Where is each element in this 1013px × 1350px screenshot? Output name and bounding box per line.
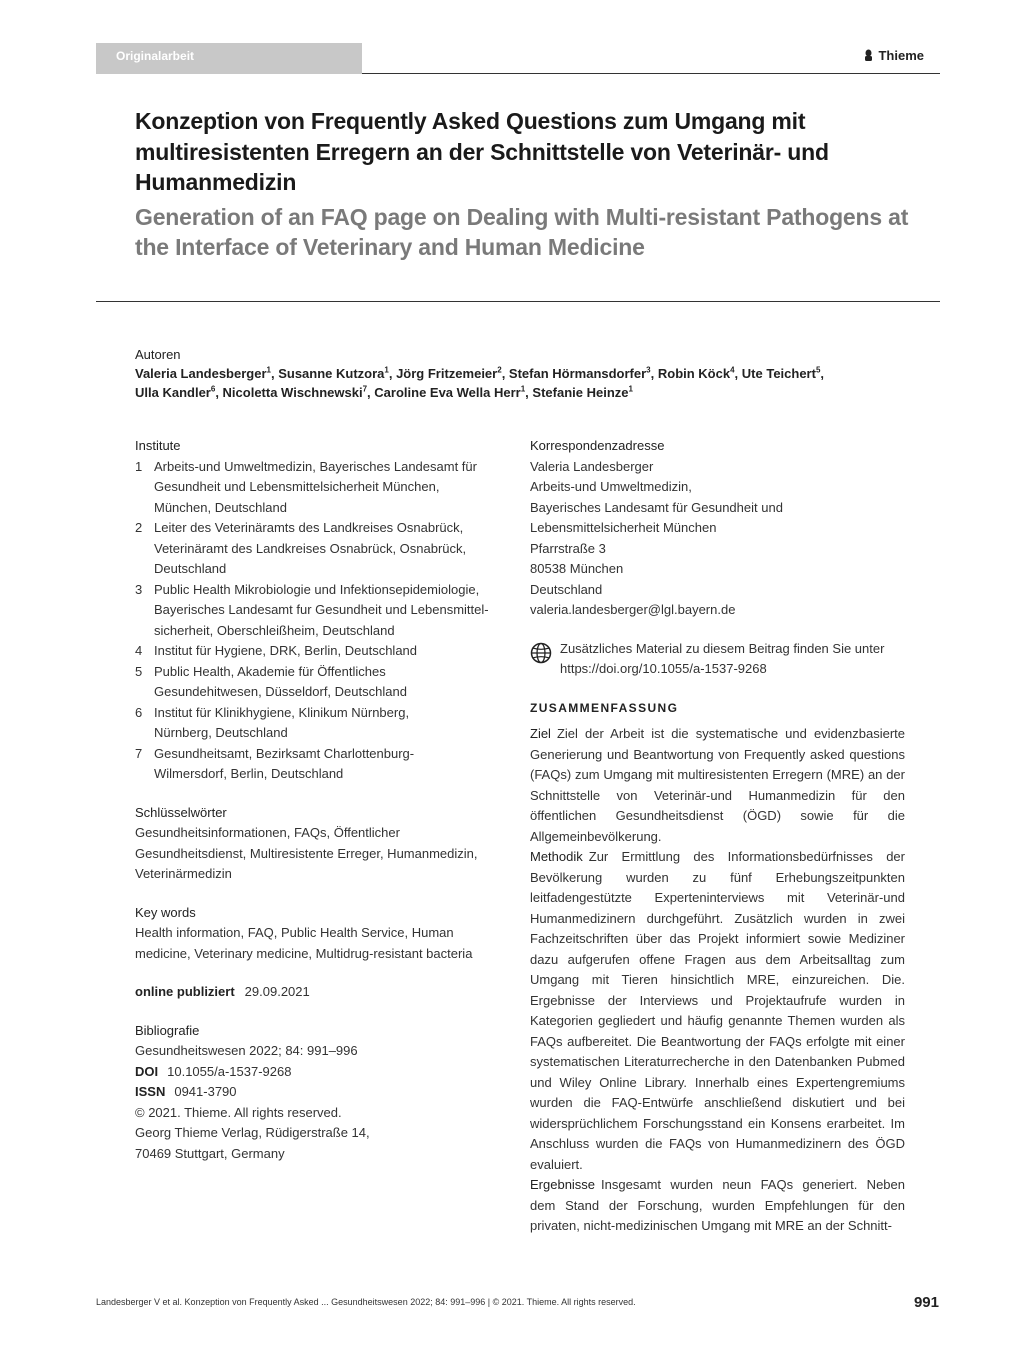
author-name: Nicoletta Wischnewski$^7$ (222, 384, 368, 400)
title-english: Generation of an FAQ page on Dealing with Multi-resistant Pathogens at the Interface of Veterinary and Human Medicine (135, 203, 909, 260)
institute-number: 7 (135, 745, 143, 761)
institute-text: Institut für Hygiene, DRK, Berlin, Deutschland (154, 643, 418, 658)
affiliation-number: 1 (520, 384, 526, 394)
author-name: Ute Teichert$^5$ (741, 365, 821, 381)
summary-paragraph (530, 1175, 905, 1237)
author-name: Stefanie Heinze$^1$ (532, 384, 633, 400)
summary-text: Zur Ermittlung des Informationsbedürfnisses der Bevölkerung wurden zu fünf Erhebungszeitpunkten leitfadengestützte Experteninterviews mit Veterinär-und Humanmedizinern durchgeführt. Zusätzlich wurden in zwei Fachzeitschriften über das Projekt informiert sowie Mediziner dazu aufgerufen offene Fragen aus dem Arbeitsalltag zum Umgang mit Tieren hinsichtlich MRE, einzureichen. Die. Ergebnisse der Interviews und Projektaufrufe wurden in Kategorien gegliedert und häufig genannte Themen wurden als FAQs aufbereitet. Die Beantwortung der FAQs erfolgte mit einer systematischen Literaturrecherche in den Datenbanken Pubmed und Wiley Online Library. Innerhalb eines Expertengremiums wurden die FAQ-Entwürfe anschließend diskutiert und bei widersprüchlichem Forschungsstand ein Konsens erarbeitet. Im Anschluss wurden die FAQs von Humanmedizinern des ÖGD evaluiert. (530, 849, 905, 1172)
author-name: Susanne Kutzora$^1$ (278, 365, 389, 381)
bibliography-journal: Gesundheitswesen 2022; 84: 991–996 (135, 1043, 358, 1058)
summary-body (530, 724, 905, 1237)
publisher-logo (863, 48, 924, 63)
correspondence-line: Bayerisches Landesamt für Gesundheit und (530, 499, 783, 515)
issn-label: ISSN (135, 1084, 166, 1099)
institute-number: 3 (135, 581, 143, 597)
correspondence-email[interactable]: valeria.landesberger@lgl.bayern.de (530, 602, 736, 617)
issn-value: 0941-3790 (174, 1084, 237, 1099)
section-label: Originalarbeit (96, 43, 362, 74)
correspondence-line: 80538 München (530, 561, 624, 576)
author-name: Valeria Landesberger$^1$ (135, 365, 271, 381)
summary-text: Insgesamt wurden neun FAQs generiert. Neben dem Stand der Forschung, wurden Empfehlungen für den privaten, nicht-medizinischen Umgang mit MRE an der Schnitt- (530, 1177, 905, 1233)
thieme-emblem-icon (863, 49, 874, 62)
summary-text: Ziel der Arbeit ist die systematische und evidenzbasierte Generierung und Beantwortung von Frequently asked questions (FAQs) zum Umgang mit multiresistenten Erregern (MRE) an der Schnittstelle von Veterinär-und Humanmedizin für den öffentlichen Gesundheitsdienst (ÖGD) sowie für die Allgemeinbevölkerung. (530, 726, 905, 844)
institute-item (135, 703, 510, 744)
correspondence-label: Korrespondenzadresse (530, 438, 665, 453)
keywords-de-line: Veterinärmedizin (135, 866, 232, 881)
keywords-en-line: medicine, Veterinary medicine, Multidrug-resistant bacteria (135, 945, 473, 961)
affiliation-number: 5 (815, 365, 821, 375)
institute-text: Arbeits-und Umweltmedizin, Bayerisches Landesamt für Gesundheit und Lebensmittelsicherheit München, München, Deutschland (154, 458, 477, 515)
institute-item (135, 641, 510, 662)
institute-text: Leiter des Veterinäramts des Landkreises Osnabrück, Veterinäramt des Landkreises Osnabrück, Osnabrück, Deutschland (154, 520, 467, 576)
institute-number: 5 (135, 663, 143, 679)
summary-paragraph (530, 724, 905, 847)
supplementary-link[interactable]: https://doi.org/10.1055/a-1537-9268 (560, 661, 767, 676)
summary-section-label: Ziel (530, 726, 551, 741)
title-german: Konzeption von Frequently Asked Questions zum Umgang mit multiresistenten Erregern an der Schnittstelle von Veterinär- und Humanmedizin (135, 108, 829, 195)
correspondence-line: Arbeits-und Umweltmedizin, (530, 479, 692, 494)
doi-row (135, 1062, 510, 1083)
bibliography-label: Bibliografie (135, 1022, 200, 1038)
page-number: 991 (913, 1294, 939, 1311)
affiliation-number: 1 (384, 365, 389, 375)
institutes-label: Institute (135, 438, 181, 453)
institute-text: Public Health Mikrobiologie und Infektionsepidemiologie, Bayerisches Landesamt fur Gesundheit und Lebensmittel- sicherheit, Oberschleißheim, Deutschland (154, 581, 489, 638)
keywords-en-label: Key words (135, 904, 196, 920)
header-bar (96, 43, 940, 74)
institute-item (135, 580, 510, 642)
institute-item (135, 744, 510, 785)
keywords-en-line: Health information, FAQ, Public Health Service, Human (135, 925, 454, 940)
supplementary-text: Zusätzliches Material zu diesem Beitrag finden Sie unter (560, 640, 885, 656)
supplementary-note (530, 639, 905, 680)
publisher-name: Thieme (878, 48, 924, 63)
affiliation-number: 1 (628, 384, 633, 394)
institute-list (135, 457, 510, 785)
author-name: Caroline Eva Wella Herr$^1$ (374, 384, 526, 400)
doi-value[interactable]: 10.1055/a-1537-9268 (167, 1063, 292, 1079)
globe-icon (530, 642, 552, 664)
institute-item (135, 457, 510, 519)
correspondence-address (530, 457, 905, 621)
institute-number: 4 (135, 643, 143, 658)
keywords-en (135, 923, 510, 964)
affiliation-number: 6 (210, 384, 216, 394)
keywords-de (135, 823, 510, 885)
author-name: Jörg Fritzemeier$^2$ (396, 365, 502, 381)
keywords-de-label: Schlüsselwörter (135, 804, 227, 820)
correspondence-line: Lebensmittelsicherheit München (530, 520, 717, 535)
institute-number: 2 (135, 520, 143, 535)
affiliation-number: 7 (362, 384, 368, 394)
author-name: Stefan Hörmansdorfer$^3$ (508, 365, 651, 381)
authors-label: Autoren (135, 347, 181, 362)
publisher-address-line: 70469 Stuttgart, Germany (135, 1145, 285, 1161)
institute-text: Institut für Klinikhygiene, Klinikum Nürnberg, Nürnberg, Deutschland (154, 704, 410, 740)
issn-row (135, 1082, 510, 1103)
right-column (530, 436, 905, 1237)
institute-text: Public Health, Akademie für Öffentliches Gesundehitwesen, Düsseldorf, Deutschland (154, 663, 407, 699)
affiliation-number: 4 (730, 365, 735, 375)
institute-number: 1 (135, 458, 143, 474)
correspondence-line: Pfarrstraße 3 (530, 540, 606, 556)
title-block (135, 106, 925, 263)
correspondence-line: Valeria Landesberger (530, 458, 654, 474)
institute-number: 6 (135, 704, 143, 720)
author-name: Ulla Kandler$^6$ (135, 384, 216, 400)
summary-section-label: Ergebnisse (530, 1177, 596, 1192)
institute-item (135, 662, 510, 703)
affiliation-number: 2 (497, 365, 502, 375)
keywords-de-line: Gesundheitsinformationen, FAQs, Öffentlicher (135, 825, 400, 840)
title-divider (96, 301, 940, 302)
published-label: online publiziert (135, 984, 235, 999)
summary-section-label: Methodik (530, 849, 583, 864)
institute-text: Gesundheitsamt, Bezirksamt Charlottenburg- Wilmersdorf, Berlin, Deutschland (154, 745, 415, 781)
publisher-address-line: Georg Thieme Verlag, Rüdigerstraße 14, (135, 1125, 370, 1140)
footer-citation: Landesberger V et al. Konzeption von Frequently Asked ... Gesundheitswesen 2022; 84: 991–996 | © 2021. Thieme. All rights reserved. (96, 1297, 636, 1307)
author-name: Robin Köck$^4$ (657, 365, 735, 381)
affiliation-number: 3 (646, 365, 651, 375)
correspondence-line: Deutschland (530, 581, 603, 597)
summary-paragraph (530, 847, 905, 1175)
doi-label: DOI (135, 1063, 159, 1079)
authors-block (135, 345, 915, 402)
publication-date-row (135, 982, 510, 1003)
keywords-de-line: Gesundheitsdienst, Multiresistente Erreger, Humanmedizin, (135, 845, 478, 861)
institute-item (135, 518, 510, 580)
summary-heading: ZUSAMMENFASSUNG (530, 700, 679, 715)
author-list: Valeria Landesberger$^1$, Susanne Kutzora$^1$, Jörg Fritzemeier$^2$, Stefan Hörmansdorfer$^3$, Robin Köck$^4$, Ute Teichert$^5$, Ulla Kandler$^6$, Nicoletta Wischnewski$^7$, Caroline Eva Wella Herr$^1$, Stefanie Heinze$^1$ (135, 365, 825, 400)
left-column (135, 436, 510, 1164)
affiliation-number: 1 (266, 365, 271, 375)
published-date: 29.09.2021 (244, 984, 310, 999)
copyright-line: © 2021. Thieme. All rights reserved. (135, 1104, 342, 1120)
